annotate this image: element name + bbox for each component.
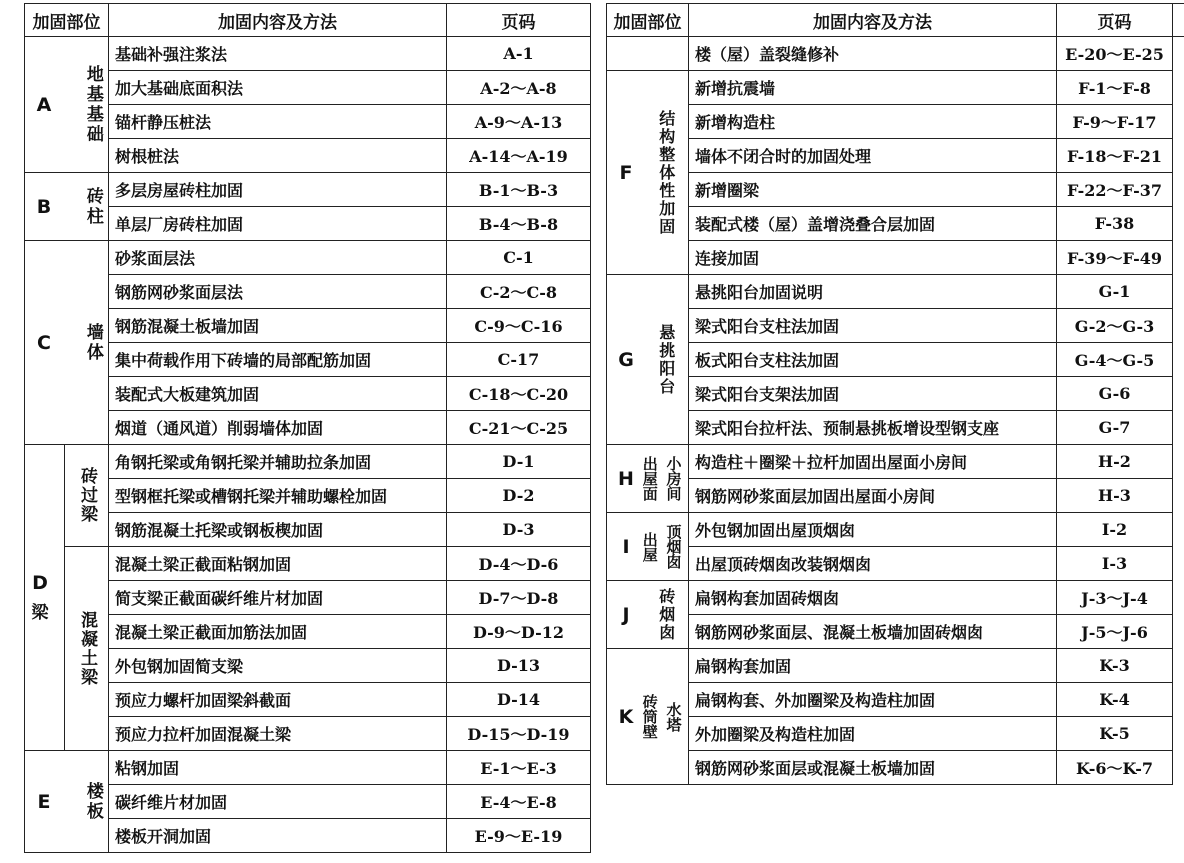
page-code: K-5	[1099, 724, 1130, 743]
table-row	[25, 819, 591, 853]
edge-cell	[1173, 241, 1184, 275]
group-name-part-b: 顶烟囱	[664, 524, 683, 569]
reinforcement-index-table-left	[24, 3, 591, 853]
page-code: A-1	[503, 44, 534, 63]
header-part: 加固部位	[25, 4, 109, 37]
table-row	[25, 139, 591, 173]
empty-part-cell	[607, 37, 689, 71]
page-code: J-3～J-4	[1081, 589, 1148, 608]
header-page: 页码	[1057, 4, 1173, 37]
method-cell: 烟道（通风道）削弱墙体加固	[109, 411, 447, 445]
group-letter: G	[618, 348, 634, 371]
table-row	[607, 479, 1184, 513]
method-cell: 扁钢构套、外加圈梁及构造柱加固	[689, 683, 1057, 717]
page-code: A-14～A-19	[469, 147, 568, 166]
page-code: K-3	[1099, 656, 1130, 675]
subgroup-name: 砖过梁	[77, 467, 97, 524]
page-cell	[1057, 683, 1173, 717]
method-cell: 板式阳台支柱法加固	[689, 343, 1057, 377]
edge-cell	[1173, 275, 1184, 309]
method-cell: 多层房屋砖柱加固	[109, 173, 447, 207]
method-cell: 钢筋混凝土托梁或钢板楔加固	[109, 513, 447, 547]
page-cell	[1057, 581, 1173, 615]
page-cell	[447, 275, 591, 309]
method-cell: 混凝土梁正截面粘钢加固	[109, 547, 447, 581]
table-row	[25, 173, 591, 207]
page-code: D-3	[502, 520, 535, 539]
method-cell: 碳纤维片材加固	[109, 785, 447, 819]
page-cell	[447, 173, 591, 207]
table-row	[607, 105, 1184, 139]
method-cell: 混凝土梁正截面加筋法加固	[109, 615, 447, 649]
edge-cell	[1173, 139, 1184, 173]
subgroup-label	[65, 445, 109, 547]
page-code: F-18～F-21	[1066, 147, 1163, 166]
method-cell: 锚杆静压桩法	[109, 105, 447, 139]
page-code: C-2～C-8	[479, 283, 558, 302]
group-j-label	[607, 581, 689, 649]
edge-cell	[1173, 513, 1184, 547]
page-cell	[1057, 139, 1173, 173]
table-row	[607, 411, 1184, 445]
table-row	[25, 445, 591, 479]
group-name: 悬挑阳台	[656, 323, 676, 396]
page-code: J-5～J-6	[1081, 623, 1148, 642]
page-code: I-2	[1101, 520, 1128, 539]
group-d-label	[25, 445, 65, 751]
method-cell: 楼板开洞加固	[109, 819, 447, 853]
table-row	[607, 71, 1184, 105]
page-cell	[1057, 547, 1173, 581]
table-row	[607, 309, 1184, 343]
method-cell: 钢筋网砂浆面层或混凝土板墙加固	[689, 751, 1057, 785]
page-cell	[447, 71, 591, 105]
group-name-part-a: 砖筒壁	[640, 694, 659, 739]
method-cell: 钢筋网砂浆面层、混凝土板墙加固砖烟囱	[689, 615, 1057, 649]
page-cell	[447, 649, 591, 683]
subgroup-label	[65, 547, 109, 751]
group-name-part-b: 小房间	[664, 456, 683, 501]
edge-cell	[1173, 445, 1184, 479]
method-cell: 预应力螺杆加固梁斜截面	[109, 683, 447, 717]
page-code: D-9～D-12	[472, 623, 565, 642]
method-cell: 加大基础底面积法	[109, 71, 447, 105]
method-cell: 型钢框托梁或槽钢托梁并辅助螺栓加固	[109, 479, 447, 513]
page-code: D-1	[502, 452, 535, 471]
page-code: E-9～E-19	[474, 827, 563, 846]
page-code: C-1	[503, 248, 534, 267]
edge-cell	[1173, 207, 1184, 241]
page-cell	[447, 751, 591, 785]
page-code: E-20～E-25	[1065, 45, 1164, 64]
method-cell: 构造柱＋圈梁＋拉杆加固出屋面小房间	[689, 445, 1057, 479]
method-cell: 预应力拉杆加固混凝土梁	[109, 717, 447, 751]
page-cell	[447, 615, 591, 649]
method-cell: 外包钢加固简支梁	[109, 649, 447, 683]
table-row	[25, 479, 591, 513]
page-cell	[1057, 71, 1173, 105]
header-row	[607, 4, 1184, 37]
page-cell	[447, 309, 591, 343]
page-code: D-13	[496, 656, 541, 675]
method-cell: 新增圈梁	[689, 173, 1057, 207]
table-row	[25, 683, 591, 717]
table-row	[607, 683, 1184, 717]
page-cell	[447, 819, 591, 853]
method-cell: 简支梁正截面碳纤维片材加固	[109, 581, 447, 615]
edge-cell	[1173, 717, 1184, 751]
group-letter: I	[622, 535, 630, 558]
page-cell	[447, 581, 591, 615]
edge-cell	[1173, 615, 1184, 649]
table-row	[25, 581, 591, 615]
group-name: 砖柱	[82, 186, 103, 227]
group-name: 墙体	[82, 322, 103, 363]
method-cell: 树根桩法	[109, 139, 447, 173]
page-code: G-1	[1098, 282, 1131, 301]
edge-cell	[1173, 377, 1184, 411]
table-row	[607, 207, 1184, 241]
page-code: D-14	[496, 690, 541, 709]
page-cell	[1057, 411, 1173, 445]
method-cell: 角钢托梁或角钢托梁并辅助拉条加固	[109, 445, 447, 479]
page-cell	[1057, 649, 1173, 683]
table-row	[25, 785, 591, 819]
table-row	[607, 173, 1184, 207]
group-k-label	[607, 649, 689, 785]
header-content: 加固内容及方法	[109, 4, 447, 37]
table-row	[25, 615, 591, 649]
table-row	[25, 275, 591, 309]
table-row	[25, 377, 591, 411]
page-cell	[447, 343, 591, 377]
group-i-label	[607, 513, 689, 581]
table-row	[607, 717, 1184, 751]
page-cell	[447, 207, 591, 241]
edge-cell	[1173, 105, 1184, 139]
group-c-label	[25, 241, 109, 445]
edge-cell	[1173, 71, 1184, 105]
method-cell: 梁式阳台支柱法加固	[689, 309, 1057, 343]
edge-cell	[1173, 683, 1184, 717]
page-code: F-22～F-37	[1066, 181, 1163, 200]
page-cell	[447, 547, 591, 581]
table-row	[607, 547, 1184, 581]
page-cell	[447, 683, 591, 717]
edge-cell	[1173, 547, 1184, 581]
table-row	[607, 275, 1184, 309]
page-code: K-4	[1099, 690, 1130, 709]
page-cell	[1057, 207, 1173, 241]
page-cell	[447, 513, 591, 547]
table-row	[607, 581, 1184, 615]
group-letter: K	[618, 705, 634, 728]
method-cell: 新增构造柱	[689, 105, 1057, 139]
page-code: C-21～C-25	[468, 419, 569, 438]
page-code: A-2～A-8	[480, 79, 557, 98]
page-cell	[447, 717, 591, 751]
page-code: G-7	[1098, 418, 1131, 437]
page-cell	[447, 785, 591, 819]
group-letter: H	[618, 467, 634, 490]
table-row	[25, 105, 591, 139]
method-cell: 新增抗震墙	[689, 71, 1057, 105]
method-cell: 钢筋混凝土板墙加固	[109, 309, 447, 343]
table-row	[25, 751, 591, 785]
table-row	[25, 207, 591, 241]
page-code: D-2	[502, 486, 535, 505]
page-cell	[1057, 479, 1173, 513]
page-cell	[447, 445, 591, 479]
group-name: 砖烟囱	[656, 587, 676, 642]
table-row	[25, 411, 591, 445]
table-row	[25, 513, 591, 547]
group-name-part-a: 出屋	[640, 531, 659, 562]
page-code: C-17	[497, 350, 540, 369]
edge-cell	[1173, 4, 1184, 37]
method-cell: 外加圈梁及构造柱加固	[689, 717, 1057, 751]
method-cell: 粘钢加固	[109, 751, 447, 785]
group-letter: J	[622, 603, 630, 626]
page-cell	[447, 37, 591, 71]
page-code: D-15～D-19	[467, 725, 570, 744]
method-cell: 扁钢构套加固砖烟囱	[689, 581, 1057, 615]
method-cell: 钢筋网砂浆面层加固出屋面小房间	[689, 479, 1057, 513]
table-row	[25, 649, 591, 683]
method-cell: 扁钢构套加固	[689, 649, 1057, 683]
group-name-part-a: 出屋面	[640, 456, 659, 501]
page-cell	[1057, 37, 1173, 71]
edge-cell	[1173, 751, 1184, 785]
group-b-label	[25, 173, 109, 241]
method-cell: 砂浆面层法	[109, 241, 447, 275]
method-cell: 墙体不闭合时的加固处理	[689, 139, 1057, 173]
page-code: F-1～F-8	[1078, 79, 1151, 98]
page-code: B-4～B-8	[478, 215, 559, 234]
page-cell	[1057, 343, 1173, 377]
table-row	[607, 513, 1184, 547]
page-code: G-2～G-3	[1074, 317, 1155, 336]
table-row	[607, 343, 1184, 377]
page-code: B-1～B-3	[478, 181, 559, 200]
table-row	[607, 139, 1184, 173]
group-letter: A	[36, 93, 52, 116]
group-g-label	[607, 275, 689, 445]
page-code: C-18～C-20	[468, 385, 569, 404]
method-cell: 装配式楼（屋）盖增浇叠合层加固	[689, 207, 1057, 241]
method-cell: 单层厂房砖柱加固	[109, 207, 447, 241]
header-page: 页码	[447, 4, 591, 37]
method-cell: 集中荷载作用下砖墙的局部配筋加固	[109, 343, 447, 377]
group-name: 地基基础	[82, 64, 103, 145]
method-cell: 梁式阳台拉杆法、预制悬挑板增设型钢支座	[689, 411, 1057, 445]
page-code: A-9～A-13	[474, 113, 563, 132]
reinforcement-index-table-right	[606, 3, 1184, 785]
page-code: D-4～D-6	[478, 555, 559, 574]
group-e-label	[25, 751, 109, 853]
edge-cell	[1173, 581, 1184, 615]
page-cell	[447, 411, 591, 445]
group-letter: C	[37, 331, 51, 354]
method-cell: 装配式大板建筑加固	[109, 377, 447, 411]
group-name: 结构整体性加固	[656, 109, 676, 236]
table-row	[25, 717, 591, 751]
page-code: I-3	[1101, 554, 1128, 573]
page-code: E-4～E-8	[480, 793, 557, 812]
group-name-part-b: 水塔	[664, 701, 683, 732]
edge-cell	[1173, 479, 1184, 513]
header-content: 加固内容及方法	[689, 4, 1057, 37]
page-code: F-39～F-49	[1066, 249, 1163, 268]
group-a-label	[25, 37, 109, 173]
method-cell: 钢筋网砂浆面层法	[109, 275, 447, 309]
page-cell	[1057, 513, 1173, 547]
page-code: K-6～K-7	[1075, 759, 1154, 778]
table-row	[25, 37, 591, 71]
page-cell	[1057, 173, 1173, 207]
page-cell	[1057, 241, 1173, 275]
page-code: D-7～D-8	[478, 589, 559, 608]
table-row	[607, 241, 1184, 275]
page-cell	[1057, 751, 1173, 785]
edge-cell	[1173, 173, 1184, 207]
page-code: G-4～G-5	[1074, 351, 1155, 370]
group-h-label	[607, 445, 689, 513]
page-code: F-9～F-17	[1072, 113, 1157, 132]
table-row	[25, 241, 591, 275]
page-cell	[1057, 105, 1173, 139]
page-cell	[1057, 275, 1173, 309]
method-cell: 楼（屋）盖裂缝修补	[689, 37, 1057, 71]
page-cell	[447, 479, 591, 513]
header-row	[25, 4, 591, 37]
page-cell	[1057, 615, 1173, 649]
edge-cell	[1173, 411, 1184, 445]
table-row	[607, 377, 1184, 411]
page-cell	[447, 377, 591, 411]
table-row	[607, 445, 1184, 479]
group-letter: D	[32, 572, 48, 594]
page-cell	[1057, 377, 1173, 411]
page-cell	[1057, 309, 1173, 343]
method-cell: 出屋顶砖烟囱改装钢烟囱	[689, 547, 1057, 581]
page-code: G-6	[1098, 384, 1131, 403]
table-row	[607, 37, 1184, 71]
page-cell	[447, 241, 591, 275]
group-f-label	[607, 71, 689, 275]
header-part: 加固部位	[607, 4, 689, 37]
table-row	[25, 343, 591, 377]
group-name: 楼板	[82, 781, 103, 822]
group-letter: E	[37, 790, 51, 813]
edge-cell	[1173, 649, 1184, 683]
table-row	[607, 615, 1184, 649]
edge-cell	[1173, 343, 1184, 377]
group-name: 梁	[31, 603, 49, 623]
page-cell	[447, 139, 591, 173]
group-letter: F	[619, 161, 633, 184]
page-code: C-9～C-16	[474, 317, 563, 336]
subgroup-name: 混凝土梁	[77, 610, 97, 687]
page-code: E-1～E-3	[480, 759, 557, 778]
method-cell: 悬挑阳台加固说明	[689, 275, 1057, 309]
group-letter: B	[36, 195, 52, 218]
method-cell: 外包钢加固出屋顶烟囱	[689, 513, 1057, 547]
edge-cell	[1173, 37, 1184, 71]
table-row	[25, 309, 591, 343]
table-row	[25, 71, 591, 105]
table-row	[25, 547, 591, 581]
page-cell	[447, 105, 591, 139]
method-cell: 梁式阳台支架法加固	[689, 377, 1057, 411]
table-row	[607, 751, 1184, 785]
edge-cell	[1173, 309, 1184, 343]
page-code: H-3	[1098, 486, 1131, 505]
page-cell	[1057, 445, 1173, 479]
page-code: H-2	[1098, 452, 1131, 471]
method-cell: 基础补强注浆法	[109, 37, 447, 71]
method-cell: 连接加固	[689, 241, 1057, 275]
page-code: F-38	[1094, 214, 1135, 233]
page-cell	[1057, 717, 1173, 751]
table-row	[607, 649, 1184, 683]
